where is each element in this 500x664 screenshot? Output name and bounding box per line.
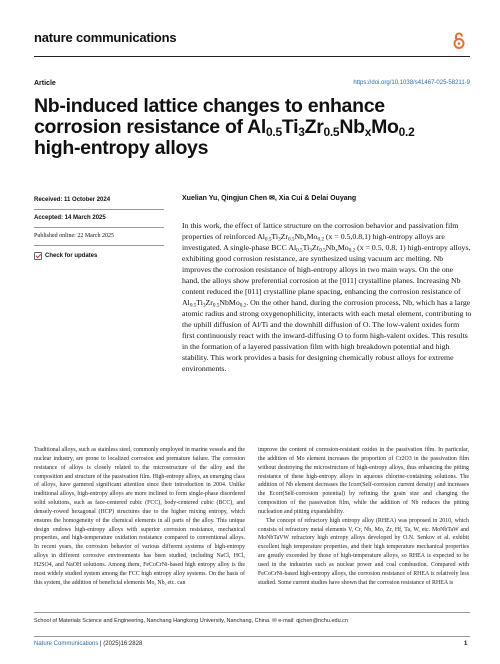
author-list[interactable]: Xuelian Yu, Qingjun Chen ✉, Xia Cui & Delai Ouyang	[182, 195, 357, 202]
check-updates-icon	[34, 252, 42, 260]
published-date: Published online: 22 March 2025	[34, 228, 164, 246]
body-column-left	[34, 446, 245, 588]
article-dates	[34, 192, 164, 266]
header-rule	[34, 56, 470, 57]
body-paragraph: Traditional alloys, such as stainless steel, commonly employed in marine vessels and the nuclear industry, are prone to localized corrosion and premature failure. The corrosion resistance of alloys is closely related to the microstructure of the alloy and the composition and structure of the passivation film. High-entropy alloys, an emerging class of alloys, have garnered significant attention since their introduction in 2004. Unlike traditional alloys, high-entropy alloys are more inclined to form single-phase disordered solid solutions, such as face-centered cubic (FCC), body-centered cubic (BCC), and densely-rowed hexagonal (HCP) structures due to the higher mixing entropy, which ensures the homogeneity of the chemical elements in all parts of the alloy. This unique design endows high-entropy alloys with superior corrosion resistance, mechanical properties, and high-temperature oxidation resistance compared to conventional alloys. In recent years, the corrosion behavior of various different systems of high-entropy alloys in different corrosive environments has been studied, including NaCl, HCl, H2SO4, and NaOH solutions. Among them, FeCoCrNi-based high entropy alloy is the most widely studied system among the FCC high entropy alloy systems. On the basis of this system, the addition of beneficial elements Mo, Nb, etc. can	[34, 447, 245, 586]
open-access-icon	[453, 32, 465, 50]
footer-volume: | (2025)16:2828	[98, 641, 143, 647]
check-for-updates-button[interactable]	[34, 246, 164, 266]
footer-rule	[34, 636, 470, 637]
accepted-date: Accepted: 14 March 2025	[34, 210, 164, 228]
footer-citation	[34, 641, 142, 647]
article-type: Article	[34, 80, 56, 87]
abstract: In this work, the effect of lattice structure on the corrosion behavior and passivation film properties of reinforced $Al_{0.5}Ti_3Zr_{0.5}Nb_xMo_{0.2}$ (x = 0.5,0.8,1) high-entropy alloys are investigated. A single-phase BCC $Al_{0.5}Ti_3Zr_{0.5}Nb_xMo_{0.2}$ (x = 0.5, 0.8, 1) high-entropy alloys, exhibiting good corrosion resistance, are synthesized using vacuum arc melting. Nb improves the corrosion resistance of high-entropy alloys in two main ways. On the one hand, the alloys show preferential corrosion at the [011] crystalline planes. Increasing Nb content reduced the [011] crystalline plane spacing, enhancing the corrosion resistance of $Al_{0.5}Ti_3Zr_{0.5}NbMo_{0.2}$. On the other hand, during the corrosion process, Nb, which has a large atomic radius and strong oxygenophilicity, interacts with each metal element, contributing to the uphill diffusion of Al/Ti and the downhill diffusion of O. The low-valent oxides form first continuously react with the inward-diffusing O to form high-valent oxides. This results in the formation of a layered passivation film with high breakdown potential and high stability. This work provides a basis for designing chemically robust alloys for extreme environments.	[182, 221, 472, 373]
title-line-2: corrosion resistance of $Al_{0.5}Ti_3Zr_{0.5}Nb_xMo_{0.2}$	[34, 116, 415, 139]
page-number: 1	[464, 641, 468, 647]
footnote-rule	[34, 612, 470, 613]
journal-name[interactable]: nature communications	[34, 30, 177, 45]
body-paragraph: The concept of refractory high entropy alloy (RHEA) was proposed in 2010, which consists of refractory metal elements V, Cr, Nb, Mo, Zr, Hf, Ta, W, etc. MoNbTaW and MoNbTaVW refractory high entropy alloys developed by O.N. Senkov et al. exhibit excellent high temperature properties, and their high temperature mechanical properties are greatly exceeded by those of high-temperature alloys, so RHEA is expected to be used in the industries such as nuclear power and coal combustion. Compared with FeCoCrNi-based high-entropy alloys, the corrosion resistance of RHEA is relatively less studied. Some current studies have shown that the corrosion resistance of RHEA is	[258, 517, 469, 586]
check-updates-label: Check for updates	[45, 253, 98, 259]
article-title	[34, 96, 474, 159]
title-line-1: Nb-induced lattice changes to enhance	[34, 95, 385, 117]
body-paragraph: improve the content of corrosion-resistant oxides in the passivation film. In particular, the addition of Mo element increases the proportion of Cr2O3 in the passivation film without destroying the microstructure of high-entropy alloys, thus enhancing the pitting resistance of these high-entropy alloys in aqueous chlorine-containing solutions. The addition of Nb element decreases the Icorr(Self-corrosion current density) and increases the Ecorr(Self-corrosion potential) by refining the grain size and changing the composition of the passivation film, while the addition of Nb reduces the pitting nucleation and pitting expandability.	[258, 447, 469, 515]
received-date: Received: 11 October 2024	[34, 192, 164, 210]
doi-link[interactable]: https://doi.org/10.1038/s41467-025-58211-9	[353, 80, 470, 86]
body-column-right	[258, 446, 469, 588]
affiliation-note: School of Materials Science and Engineering, Nanchang Hangkong University, Nanchang, China. ✉ e-mail: qjchen@nchu.edu.cn	[34, 618, 348, 624]
title-line-3: high-entropy alloys	[34, 137, 209, 159]
footer-journal[interactable]: Nature Communications	[34, 641, 99, 647]
